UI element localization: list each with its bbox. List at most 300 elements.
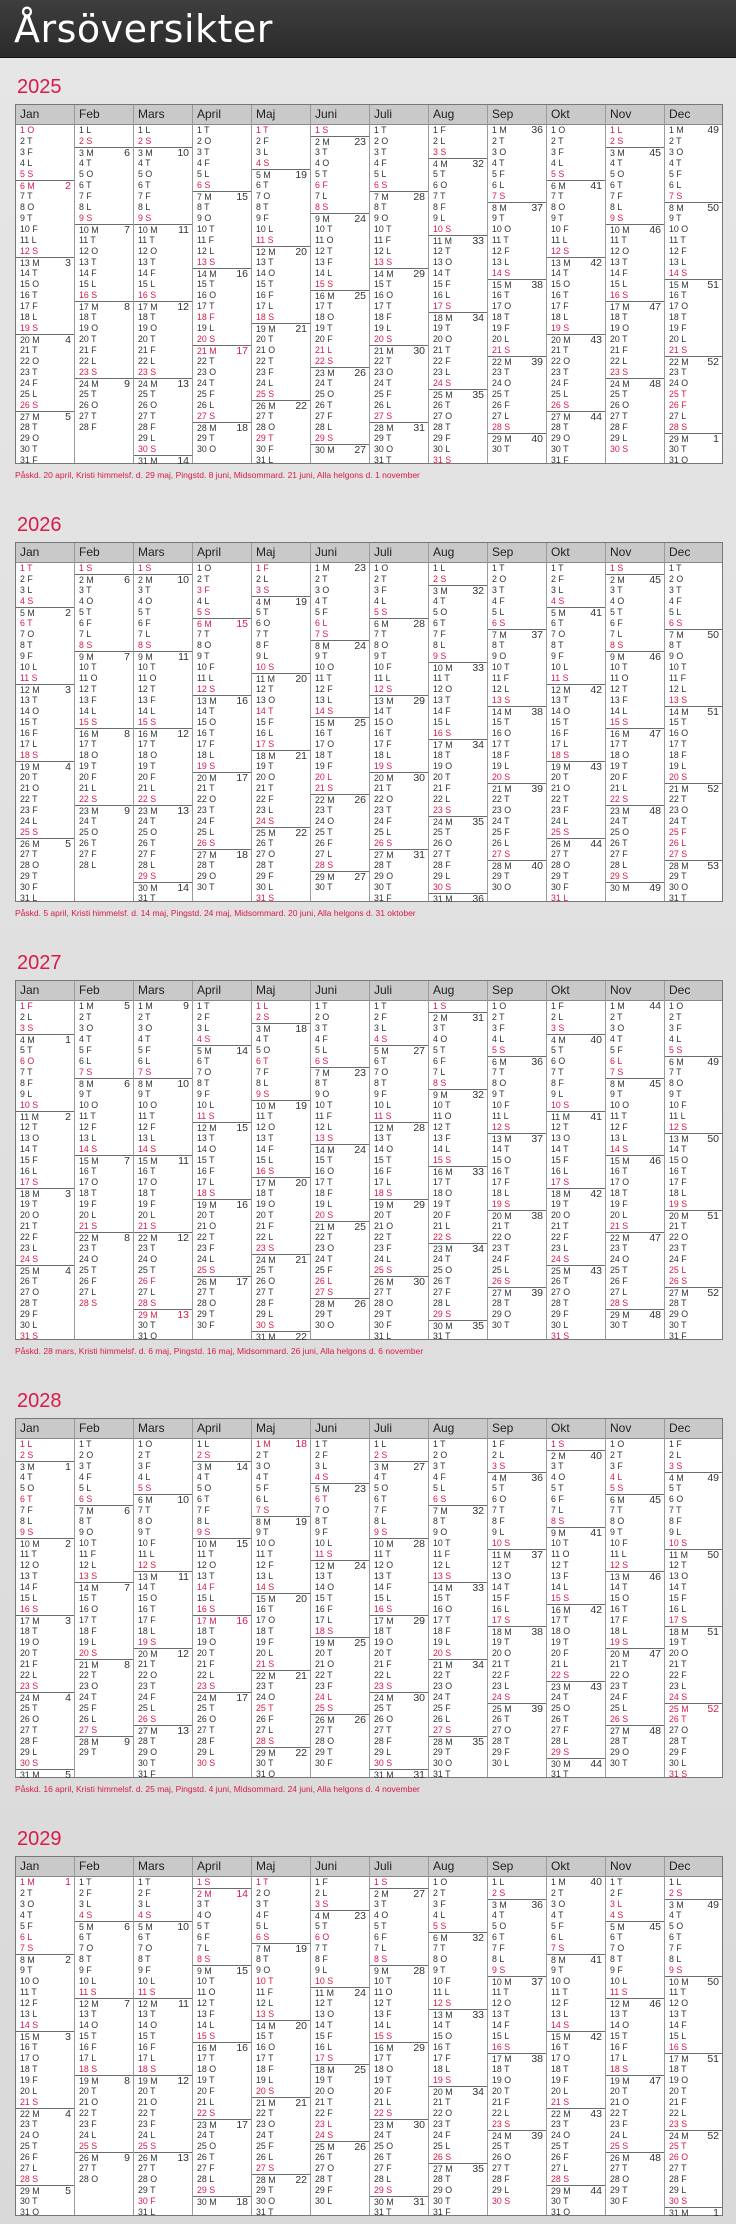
day-cell: 20 M 30 [370, 772, 428, 783]
month-column [488, 1419, 547, 1777]
day-cell: 5 T [610, 607, 623, 617]
day-cell: 4 L [374, 596, 387, 606]
day-cell: 16 F [374, 1166, 392, 1176]
day-cell: 28 F [197, 1736, 215, 1746]
day-cell: 22 L [433, 794, 451, 804]
day-cell: 11 T [492, 1987, 509, 1997]
day-cell: 24 T [492, 816, 510, 826]
day-cell: 8 L [20, 1516, 33, 1526]
day-cell: 9 S [138, 213, 152, 223]
title-bar [0, 0, 736, 58]
day-cell: 1 T [79, 1877, 92, 1887]
day-cell: 22 T [433, 1670, 451, 1680]
day-cell: 24 T [374, 378, 392, 388]
day-cell: 26 O [669, 2152, 689, 2162]
day-cell: 9 T [433, 1965, 446, 1975]
day-cell: 12 O [256, 1122, 276, 1132]
holiday-note: Påskd. 16 april, Kristi himmelsf. d. 25 maj, Pingstd. 4 juni, Midsommard. 24 juni, Alla helgons d. 4 november [15, 1784, 420, 1794]
day-cell: 18 S [79, 2064, 98, 2074]
day-cell: 23 S [20, 1681, 39, 1691]
day-cell: 12 L [256, 1998, 274, 2008]
day-cell: 15 M 38 [488, 279, 546, 290]
day-cell: 7 S [79, 1067, 93, 1077]
day-cell: 1 F [256, 563, 269, 573]
day-cell: 12 F [20, 1998, 38, 2008]
day-cell: 18 O [79, 750, 99, 760]
day-cell: 2 T [492, 136, 505, 146]
day-cell: 2 S [138, 136, 152, 146]
day-cell: 16 O [492, 728, 512, 738]
day-cell: 27 F [79, 849, 97, 859]
day-cell: 16 O [374, 290, 394, 300]
day-cell: 18 F [433, 1626, 451, 1636]
day-cell: 21 L [79, 783, 97, 793]
day-cell: 8 M 50 [665, 202, 722, 213]
day-cell: 3 M 6 [75, 147, 133, 158]
week-number: 35 [472, 2163, 484, 2174]
day-cell: 3 T [374, 147, 387, 157]
day-cell: 27 O [20, 1287, 40, 1297]
day-cell: 13 F [610, 695, 628, 705]
day-cell: 3 M 27 [370, 1461, 428, 1472]
week-number: 38 [531, 279, 543, 290]
day-cell: 4 O [197, 1910, 212, 1920]
day-cell: 2 O [315, 1012, 330, 1022]
day-cell: 11 T [79, 1111, 96, 1121]
day-cell: 25 M 4 [16, 1265, 74, 1276]
day-cell: 23 T [669, 1243, 687, 1253]
day-cell: 25 F [374, 389, 392, 399]
day-cell: 18 S [374, 1188, 393, 1198]
day-cell: 17 O [492, 301, 512, 311]
day-cell: 29 T [610, 2185, 628, 2195]
day-cell: 26 O [492, 2152, 512, 2162]
day-cell: 7 T [669, 1505, 682, 1515]
day-cell: 30 F [315, 1758, 333, 1768]
day-cell: 28 F [492, 2174, 510, 2184]
day-cell: 26 O [433, 838, 453, 848]
day-cell: 9 T [197, 651, 210, 661]
day-cell: 17 F [197, 739, 215, 749]
day-cell: 12 T [20, 1122, 38, 1132]
day-cell: 23 O [433, 1681, 453, 1691]
day-cell: 5 F [551, 1921, 564, 1931]
day-cell: 18 S [315, 1626, 334, 1636]
day-cell: 7 F [433, 629, 446, 639]
year-label: 2026 [17, 514, 62, 536]
day-cell: 18 L [138, 1626, 156, 1636]
day-cell: 18 S [138, 2064, 157, 2074]
day-cell: 7 O [197, 1067, 212, 1077]
day-cell: 12 O [610, 246, 630, 256]
week-number: 24 [354, 640, 366, 651]
day-cell: 17 T [551, 1615, 569, 1625]
day-cell: 22 F [315, 2108, 333, 2118]
day-cell: 20 M 51 [665, 1210, 722, 1221]
day-cell: 15 S [315, 279, 334, 289]
day-cell: 2 O [669, 574, 684, 584]
day-cell: 27 M 48 [606, 1725, 664, 1736]
week-number: 3 [65, 684, 71, 695]
week-number: 47 [649, 1648, 661, 1659]
day-cell: 31 M 14 [134, 455, 192, 466]
day-cell: 21 S [669, 345, 688, 355]
day-cell: 30 T [551, 2196, 569, 2206]
day-cell: 21 M 25 [311, 1221, 369, 1232]
month-header: Mars [134, 1857, 192, 1877]
day-cell: 6 M 45 [606, 1494, 664, 1505]
day-cell: 1 T [315, 1001, 328, 1011]
day-cell: 28 F [20, 1736, 38, 1746]
day-cell: 10 T [610, 662, 628, 672]
month-column [370, 1857, 429, 2215]
day-cell: 15 T [256, 2031, 274, 2041]
month-header: April [193, 1857, 251, 1877]
day-cell: 4 S [551, 596, 565, 606]
week-number: 39 [531, 356, 543, 367]
day-cell: 22 T [138, 2108, 156, 2118]
week-number: 48 [649, 1309, 661, 1320]
day-cell: 15 L [138, 279, 156, 289]
day-cell: 17 S [256, 739, 275, 749]
day-cell: 9 S [197, 1527, 211, 1537]
day-cell: 1 S [315, 125, 329, 135]
week-number: 1 [713, 2207, 719, 2218]
day-cell: 6 T [610, 1932, 623, 1942]
day-cell: 4 L [138, 1472, 151, 1482]
day-cell: 16 L [551, 1166, 569, 1176]
day-cell: 19 T [433, 323, 451, 333]
day-cell: 13 M 16 [193, 695, 251, 706]
month-column [134, 105, 193, 466]
day-cell: 26 O [20, 1714, 40, 1724]
day-cell: 6 L [256, 1494, 269, 1504]
day-cell: 9 M 32 [429, 1089, 487, 1100]
day-cell: 16 M 16 [193, 2042, 251, 2053]
month-header: Dec [665, 105, 722, 125]
week-number: 42 [590, 1188, 602, 1199]
week-number: 32 [472, 1505, 484, 1516]
day-cell: 1 T [315, 1439, 328, 1449]
week-number: 40 [531, 433, 543, 444]
day-cell: 22 S [197, 2108, 216, 2118]
month-header: Aug [429, 105, 487, 125]
day-cell: 18 T [492, 312, 510, 322]
month-header: Dec [665, 543, 722, 563]
day-cell: 1 L [433, 563, 446, 573]
week-number: 8 [124, 2075, 130, 2086]
day-cell: 11 S [197, 1111, 215, 1121]
day-cell: 18 T [138, 1188, 156, 1198]
day-cell: 26 M 9 [75, 2152, 133, 2163]
day-cell: 27 L [79, 1287, 97, 1297]
day-cell: 5 T [315, 1921, 328, 1931]
day-cell: 22 O [492, 1232, 512, 1242]
day-cell: 29 F [551, 1309, 569, 1319]
day-cell: 22 L [669, 2108, 687, 2118]
day-cell: 7 O [79, 1943, 94, 1953]
day-cell: 17 L [138, 2053, 156, 2063]
day-cell: 6 L [79, 1056, 92, 1066]
day-cell: 12 T [197, 1998, 215, 2008]
week-number: 6 [124, 1505, 130, 1516]
day-cell: 6 T [79, 180, 92, 190]
day-cell: 11 O [551, 1549, 570, 1559]
day-cell: 20 F [610, 772, 628, 782]
day-cell: 28 M 53 [665, 860, 722, 871]
day-cell: 8 T [492, 640, 505, 650]
day-cell: 17 L [374, 1177, 392, 1187]
day-cell: 26 L [374, 400, 392, 410]
day-cell: 24 M 9 [75, 378, 133, 389]
week-number: 52 [707, 783, 719, 794]
day-cell: 7 M 19 [252, 1943, 310, 1954]
day-cell: 30 L [433, 444, 451, 454]
day-cell: 15 M 7 [75, 1155, 133, 1166]
week-number: 40 [590, 1877, 602, 1888]
day-cell: 16 S [138, 290, 157, 300]
day-cell: 8 M 24 [311, 640, 369, 651]
day-cell: 25 F [256, 2141, 274, 2151]
week-number: 25 [354, 1221, 366, 1232]
day-cell: 11 M 37 [488, 1549, 546, 1560]
day-cell: 1 S [138, 563, 152, 573]
day-cell: 9 T [256, 1527, 269, 1537]
day-cell: 6 F [138, 618, 151, 628]
day-cell: 23 O [197, 367, 217, 377]
day-cell: 16 F [610, 2042, 628, 2052]
day-cell: 2 T [610, 1012, 623, 1022]
day-cell: 8 O [138, 1516, 153, 1526]
day-cell: 25 T [138, 1265, 156, 1275]
day-cell: 15 F [433, 279, 451, 289]
day-cell: 16 S [256, 1166, 275, 1176]
day-cell: 2 T [551, 136, 564, 146]
day-cell: 25 O [374, 2141, 394, 2151]
day-cell: 9 F [551, 651, 564, 661]
day-cell: 15 S [374, 2031, 393, 2041]
day-cell: 14 L [433, 1144, 451, 1154]
day-cell: 23 M 34 [429, 1243, 487, 1254]
month-header: Sep [488, 105, 546, 125]
day-cell: 11 L [20, 235, 37, 245]
day-cell: 9 M 28 [370, 1965, 428, 1976]
week-number: 52 [707, 1703, 719, 1714]
day-cell: 20 L [669, 334, 687, 344]
day-cell: 8 F [669, 1516, 682, 1526]
day-cell: 29 L [197, 1747, 215, 1757]
day-cell: 14 T [197, 706, 215, 716]
day-cell: 23 L [256, 805, 274, 815]
day-cell: 4 M 1 [16, 1034, 74, 1045]
day-cell: 22 M 8 [75, 1232, 133, 1243]
day-cell: 18 L [610, 1626, 628, 1636]
holiday-note: Påskd. 5 april, Kristi himmelsf. d. 14 maj, Pingstd. 24 maj, Midsommard. 20 juni, Alla helgons d. 31 oktober [15, 908, 416, 918]
week-number: 33 [472, 1166, 484, 1177]
day-cell: 28 S [256, 1736, 275, 1746]
day-cell: 16 F [79, 2042, 97, 2052]
day-cell: 15 M 11 [134, 1155, 192, 1166]
day-cell: 3 L [20, 585, 33, 595]
day-cell: 9 T [138, 1089, 151, 1099]
day-cell: 20 S [492, 772, 511, 782]
day-cell: 14 L [551, 1582, 569, 1592]
day-cell: 16 T [374, 728, 392, 738]
day-cell: 23 F [374, 1243, 392, 1253]
day-cell: 23 T [492, 1243, 510, 1253]
day-cell: 6 M 49 [665, 1056, 722, 1067]
week-number: 34 [472, 312, 484, 323]
day-cell: 29 M 27 [311, 871, 369, 882]
day-cell: 1 T [551, 563, 564, 573]
day-cell: 2 M 40 [547, 1450, 605, 1461]
day-cell: 9 T [315, 651, 328, 661]
day-cell: 5 L [669, 607, 682, 617]
day-cell: 15 M 46 [606, 1155, 664, 1166]
day-cell: 10 F [492, 1100, 510, 1110]
day-cell: 19 L [374, 323, 392, 333]
week-number: 5 [65, 2185, 71, 2196]
day-cell: 12 L [79, 1560, 97, 1570]
day-cell: 6 T [610, 180, 623, 190]
day-cell: 24 M 13 [134, 378, 192, 389]
day-cell: 24 M 52 [665, 2130, 722, 2141]
day-cell: 7 L [79, 629, 92, 639]
week-number: 44 [649, 1001, 661, 1012]
day-cell: 9 S [20, 1527, 34, 1537]
day-cell: 10 L [551, 662, 569, 672]
week-number: 47 [649, 2075, 661, 2086]
day-cell: 15 T [551, 717, 569, 727]
day-cell: 14 O [79, 2020, 99, 2030]
calendar-grid [15, 1856, 723, 2216]
day-cell: 30 L [315, 2196, 333, 2206]
day-cell: 1 T [20, 563, 33, 573]
week-number: 16 [236, 268, 248, 279]
week-number: 9 [124, 378, 130, 389]
day-cell: 27 L [610, 1287, 628, 1297]
day-cell: 4 M 36 [488, 1472, 546, 1483]
day-cell: 27 L [551, 2163, 569, 2173]
day-cell: 27 L [492, 411, 510, 421]
day-cell: 3 T [374, 1899, 387, 1909]
day-cell: 25 T [79, 389, 97, 399]
day-cell: 11 T [20, 1987, 37, 1997]
month-column [311, 1419, 370, 1777]
day-cell: 24 S [551, 1254, 570, 1264]
week-number: 49 [649, 882, 661, 893]
day-cell: 19 T [197, 2075, 215, 2085]
week-number: 1 [65, 1461, 71, 1472]
day-cell: 22 T [197, 1232, 215, 1242]
week-number: 51 [707, 279, 719, 290]
day-cell: 10 F [20, 224, 38, 234]
day-cell: 7 T [197, 629, 210, 639]
day-cell: 27 F [551, 1725, 569, 1735]
day-cell: 10 O [315, 662, 335, 672]
day-cell: 26 M 48 [606, 2152, 664, 2163]
day-cell: 1 M 18 [256, 1439, 307, 1450]
week-number: 27 [413, 1045, 425, 1056]
day-cell: 11 T [197, 1549, 214, 1559]
day-cell: 17 S [551, 1177, 570, 1187]
day-cell: 14 M 20 [252, 2020, 310, 2031]
day-cell: 26 M 13 [134, 2152, 192, 2163]
day-cell: 3 S [492, 1461, 506, 1471]
day-cell: 10 O [610, 1100, 630, 1110]
day-cell: 18 T [551, 2064, 569, 2074]
week-number: 29 [413, 268, 425, 279]
day-cell: 19 O [492, 2075, 512, 2085]
day-cell: 9 L [669, 1527, 682, 1537]
month-column [370, 1419, 429, 1780]
day-cell: 9 T [492, 1089, 505, 1099]
day-cell: 27 T [138, 2163, 156, 2173]
day-cell: 4 M 19 [252, 596, 310, 607]
day-cell: 16 S [20, 1604, 39, 1614]
day-cell: 16 T [315, 728, 333, 738]
day-cell: 6 F [551, 1494, 564, 1504]
week-number: 45 [649, 1078, 661, 1089]
day-cell: 6 T [492, 1932, 505, 1942]
day-cell: 11 T [610, 1111, 627, 1121]
day-cell: 8 O [433, 1954, 448, 1964]
day-cell: 28 T [20, 422, 38, 432]
day-cell: 8 S [551, 1516, 565, 1526]
day-cell: 22 S [315, 356, 334, 366]
day-cell: 7 M 50 [665, 629, 722, 640]
day-cell: 1 T [492, 563, 505, 573]
day-cell: 13 M 11 [134, 1571, 192, 1582]
month-column [488, 1857, 547, 2215]
day-cell: 11 T [669, 235, 686, 245]
day-cell: 29 O [610, 1747, 630, 1757]
day-cell: 9 L [315, 1965, 328, 1975]
day-cell: 27 S [256, 2163, 275, 2173]
day-cell: 14 L [610, 706, 628, 716]
day-cell: 30 S [610, 444, 629, 454]
day-cell: 7 T [492, 1067, 505, 1077]
day-cell: 9 S [610, 213, 624, 223]
day-cell: 23 O [256, 2119, 276, 2129]
day-cell: 21 T [492, 1221, 510, 1231]
day-cell: 12 T [433, 1122, 451, 1132]
day-cell: 24 T [79, 1692, 97, 1702]
day-cell: 11 F [669, 673, 686, 683]
day-cell: 25 F [79, 1703, 97, 1713]
day-cell: 10 S [20, 1100, 39, 1110]
day-cell: 5 S [610, 1483, 624, 1493]
day-cell: 25 T [433, 827, 451, 837]
day-cell: 21 L [433, 1221, 451, 1231]
week-number: 17 [236, 345, 248, 356]
day-cell: 9 S [669, 1965, 683, 1975]
day-cell: 14 O [256, 268, 276, 278]
day-cell: 29 L [610, 433, 628, 443]
holiday-note: Påskd. 28 mars, Kristi himmelsf. d. 6 maj, Pingstd. 16 maj, Midsommard. 26 juni, Alla helgons d. 6 november [15, 1346, 424, 1356]
week-number: 43 [590, 761, 602, 772]
day-cell: 27 O [433, 411, 453, 421]
week-number: 4 [65, 2108, 71, 2119]
year-block-2025 [15, 72, 723, 480]
week-number: 32 [472, 158, 484, 169]
month-header: Nov [606, 1857, 664, 1877]
day-cell: 27 T [669, 2163, 687, 2173]
day-cell: 31 L [138, 2207, 156, 2217]
day-cell: 24 F [610, 1692, 628, 1702]
day-cell: 6 S [374, 180, 388, 190]
day-cell: 26 L [256, 2152, 274, 2162]
